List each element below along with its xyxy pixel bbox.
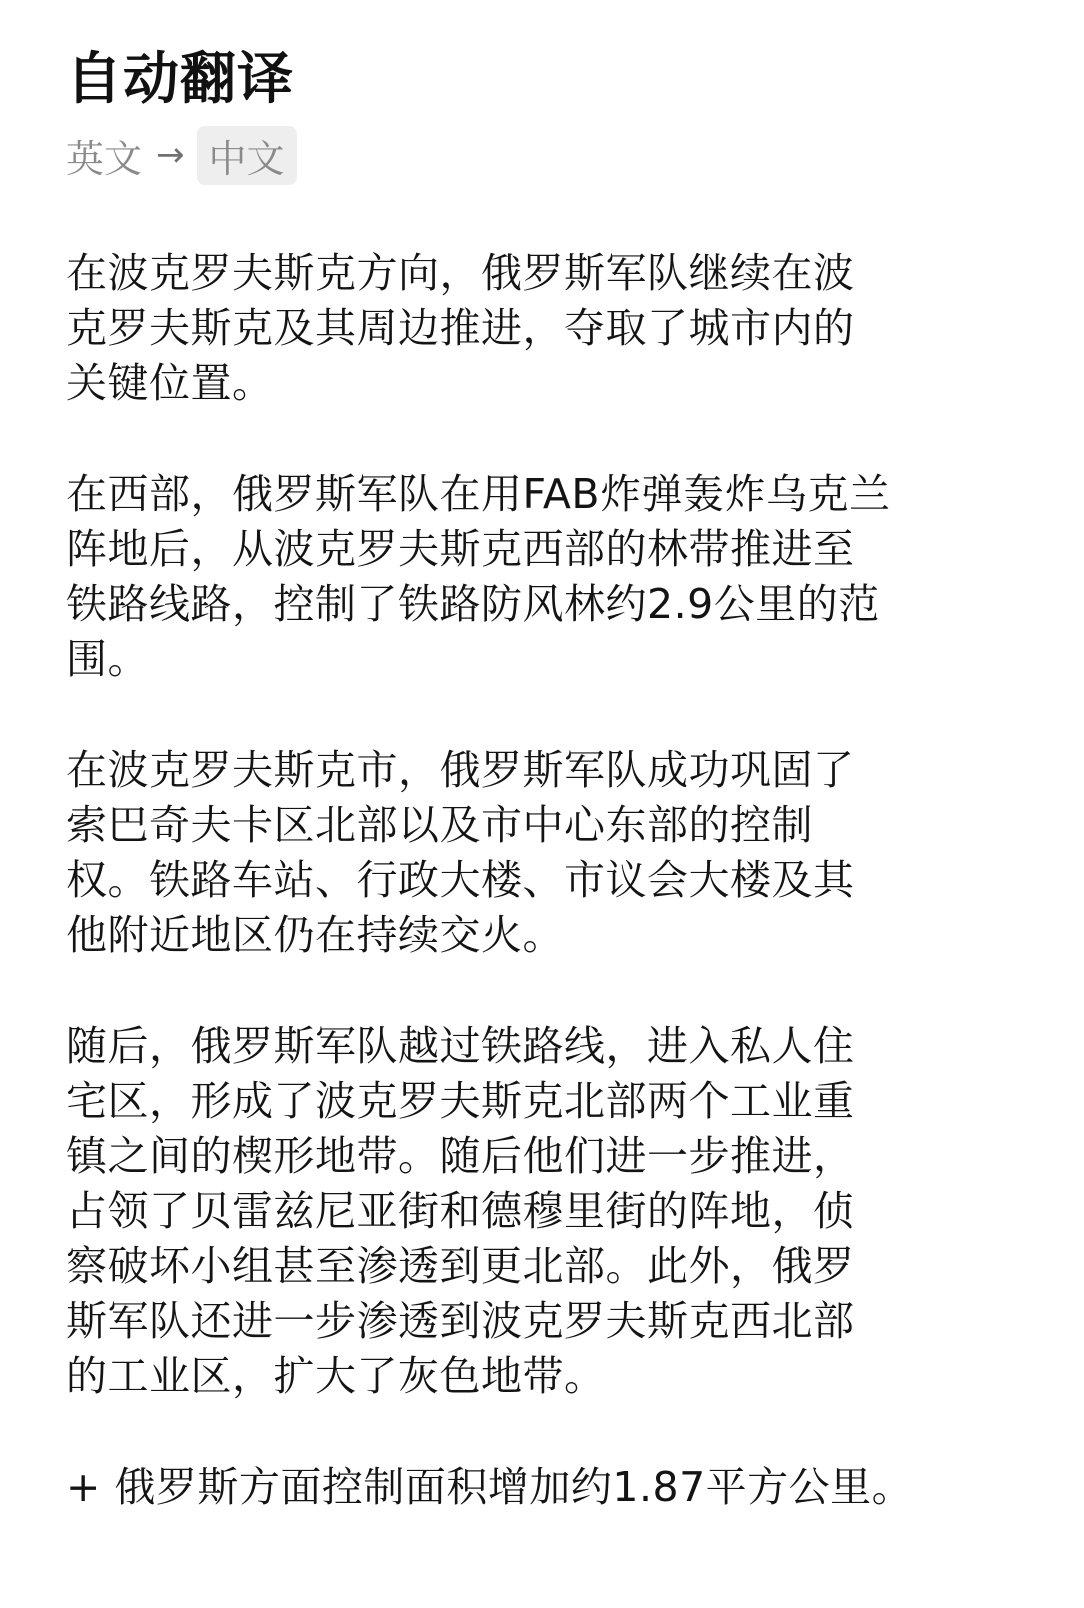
- paragraph: 在波克罗夫斯克市，俄罗斯军队成功巩固了 索巴奇夫卡区北部以及市中心东部的控制 权。铁路车站、行政大楼、市议会大楼及其 他附近地区仍在持续交火。: [66, 746, 855, 959]
- paragraph: 在西部，俄罗斯军队在用FAB炸弹轰炸乌克兰 阵地后，从波克罗夫斯克西部的林带推进至 铁路线路，控制了铁路防风林约2.9公里的范 围。: [66, 470, 891, 683]
- page-title: 自动翻译: [66, 47, 294, 112]
- source-language[interactable]: 英文: [66, 136, 143, 181]
- paragraph: 随后，俄罗斯军队越过铁路线，进入私人住 宅区，形成了波克罗夫斯克北部两个工业重 镇之间的楔形地带。随后他们进一步推进， 占领了贝雷兹尼亚街和德穆里街的阵地，侦 察破坏小组甚至渗透到更北部。此外，俄罗 斯军队还进一步渗透到波克罗夫斯克西北部 的工业区，扩大了灰色地带。: [66, 1022, 855, 1400]
- translation-content: [66, 246, 996, 1515]
- paragraph-summary: + 俄罗斯方面控制面积增加约1.87平方公里。: [66, 1463, 914, 1511]
- paragraph: 在波克罗夫斯克方向，俄罗斯军队继续在波 克罗夫斯克及其周边推进，夺取了城市内的 关键位置。: [66, 249, 855, 407]
- target-language-chip[interactable]: 中文: [197, 126, 297, 185]
- language-selector: [66, 128, 297, 182]
- arrow-right-icon: →: [156, 135, 185, 175]
